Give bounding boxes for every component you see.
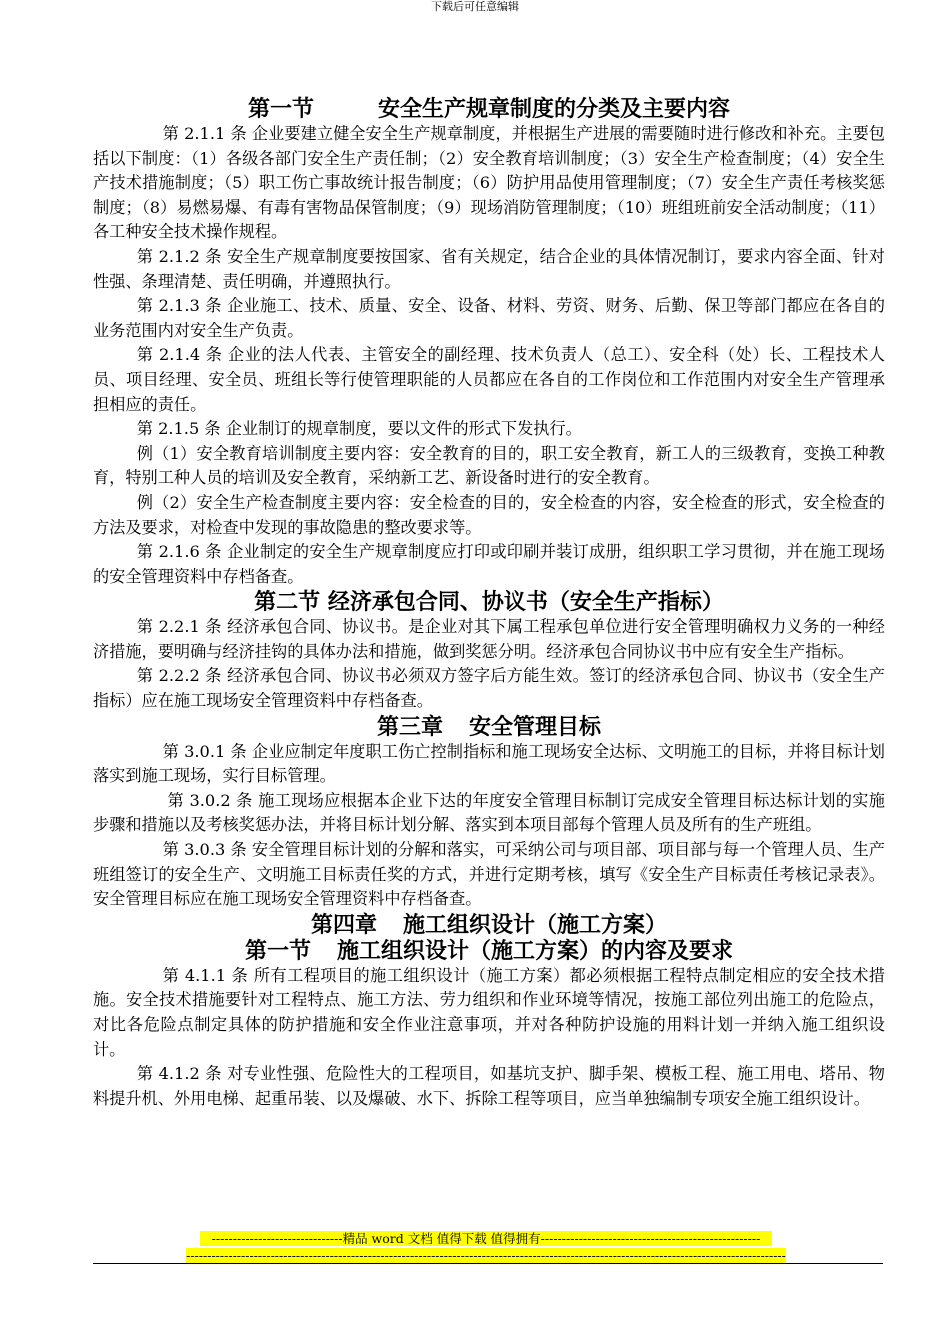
article-2-2-2: 第 2.2.2 条 经济承包合同、协议书必须双方签字后方能生效。签订的经济承包合同、协议书（安全生产指标）应在施工现场安全管理资料中存档备查。 (93, 666, 885, 711)
article-2-1-4: 第 2.1.4 条 企业的法人代表、主管安全的副经理、技术负责人（总工）、安全科（处）长、工程技术人员、项目经理、安全员、班组长等行使管理职能的人员都应在各自的工作岗位和工作范围内对安全生产管理承担相应的责任。 (93, 345, 885, 414)
footer-rule (93, 1263, 883, 1264)
chapter-name: 安全管理目标 (469, 713, 602, 740)
chapter-name: 施工组织设计（施工方案） (403, 911, 668, 938)
article-4-1-2: 第 4.1.2 条 对专业性强、危险性大的工程项目，如基坑支护、脚手架、模板工程、施工用电、塔吊、物料提升机、外用电梯、起重吊装、以及爆破、水下、拆除工程等项目，应当单独编制专项安全施工组织设计。 (93, 1064, 885, 1108)
chapter-number: 第三章 (376, 713, 443, 740)
article-3-0-1: 第 3.0.1 条 企业应制定年度职工伤亡控制指标和施工现场安全达标、文明施工的目标，并将目标计划落实到施工现场，实行目标管理。 (93, 741, 885, 786)
article-4-1-1: 第 4.1.1 条 所有工程项目的施工组织设计（施工方案）都必须根据工程特点制定相应的安全技术措施。安全技术措施要针对工程特点、施工方法、劳力组织和作业环境等情况，按施工部位列出施工的危险点，对比各危险点制定具体的防护措施和安全作业注意事项，并对各种防护设施的用料计划一并纳入施工组织设计。 (93, 965, 885, 1059)
article-3-0-3: 第 3.0.3 条 安全管理目标计划的分解和落实，可采纳公司与项目部、项目部与每一个管理人员、生产班组签订的安全生产、文明施工目标责任奖的方式，并进行定期考核，填写《安全生产目标责任考核记录表》。安全管理目标应在施工现场安全管理资料中存档备查。 (93, 840, 885, 909)
article-2-1-3: 第 2.1.3 条 企业施工、技术、质量、安全、设备、材料、劳资、财务、后勤、保卫等部门都应在各自的业务范围内对安全生产负责。 (93, 296, 885, 340)
document-body (93, 96, 885, 1111)
section-title-2-2: 第二节 经济承包合同、协议书（安全生产指标） (254, 589, 724, 616)
article-2-1-1: 第 2.1.1 条 企业要建立健全安全生产规章制度，并根据生产进展的需要随时进行修改和补充。主要包括以下制度：（1）各级各部门安全生产责任制；（2）安全教育培训制度；（3）安全生产检查制度；（4）安全生产技术措施制度；（5）职工伤亡事故统计报告制度；（6）防护用品使用管理制度；（7）安全生产责任考核奖惩制度；（8）易燃易爆、有毒有害物品保管制度；（9）现场消防管理制度；（10）班组班前安全活动制度；（11）各工种安全技术操作规程。 (93, 124, 885, 242)
article-3-0-2: 第 3.0.2 条 施工现场应根据本企业下达的年度安全管理目标制订完成安全管理目标达标计划的实施步骤和措施以及考核奖惩办法，并将目标计划分解、落实到本项目部每个管理人员及所有的生产班组。 (93, 790, 885, 835)
example-2: 例（2）安全生产检查制度主要内容：安全检查的目的，安全检查的内容，安全检查的形式，安全检查的方法及要求，对检查中发现的事故隐患的整改要求等。 (93, 492, 885, 537)
article-2-1-5: 第 2.1.5 条 企业制订的规章制度，要以文件的形式下发执行。 (136, 419, 582, 439)
chapter-number: 第四章 (310, 911, 377, 938)
section-number: 第一节 (244, 937, 311, 964)
section-title-4-1 (93, 938, 885, 964)
section-name: 施工组织设计（施工方案）的内容及要求 (337, 937, 734, 964)
article-2-1-6: 第 2.1.6 条 企业制定的安全生产规章制度应打印或印刷并装订成册，组织职工学习贯彻，并在施工现场的安全管理资料中存档备查。 (93, 542, 885, 586)
section-number: 第一节 (247, 96, 314, 122)
chapter-title-4 (93, 912, 885, 938)
footer-dash-line: ---------------------------------------------------------------------------------------------------------------------------------------------- (186, 1248, 786, 1263)
footer-watermark-line: -------------------------------精品 word 文档 值得下载 值得拥有---------------------------------------------------- (200, 1231, 772, 1246)
example-1: 例（1）安全教育培训制度主要内容：安全教育的目的，职工安全教育，新工人的三级教育，变换工种教育，特别工种人员的培训及安全教育，采纳新工艺、新设备时进行的安全教育。 (93, 443, 885, 488)
chapter-title-3 (93, 714, 885, 740)
article-2-2-1: 第 2.2.1 条 经济承包合同、协议书。是企业对其下属工程承包单位进行安全管理明确权力义务的一种经济措施，要明确与经济挂钩的具体办法和措施，做到奖惩分明。经济承包合同协议书中应有安全生产指标。 (93, 617, 885, 661)
section-title-2-1 (93, 96, 885, 122)
section-name: 安全生产规章制度的分类及主要内容 (378, 96, 731, 122)
article-2-1-2: 第 2.1.2 条 安全生产规章制度要按国家、省有关规定，结合企业的具体情况制订，要求内容全面、针对性强、条理清楚、责任明确，并遵照执行。 (93, 246, 885, 291)
page-header-note: 下载后可任意编辑 (431, 0, 519, 13)
